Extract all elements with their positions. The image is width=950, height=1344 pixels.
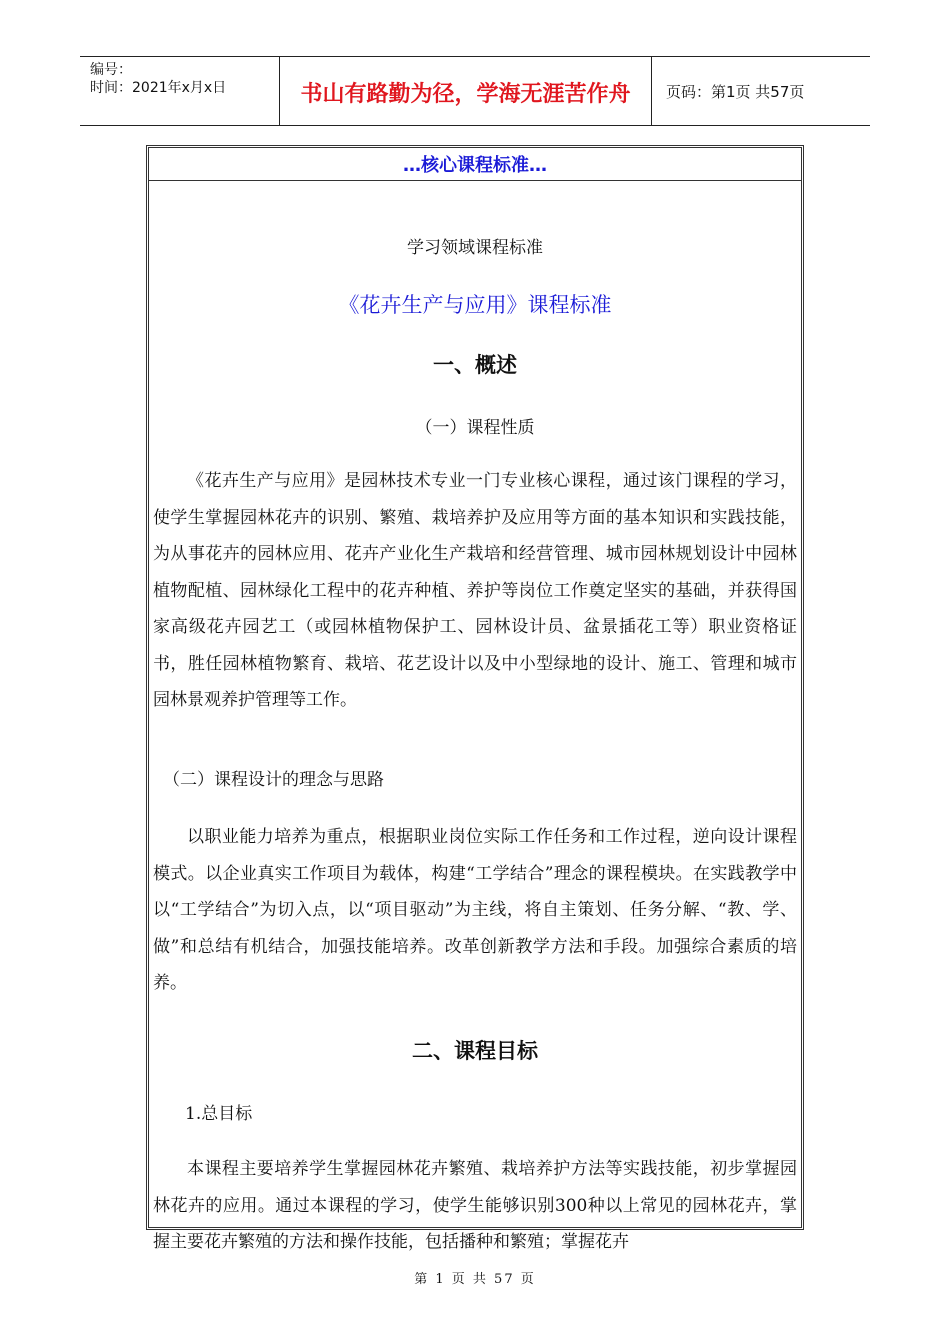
header-motto: 书山有路勤为径，学海无涯苦作舟 [280, 57, 652, 125]
section1-paragraph1: 《花卉生产与应用》是园林技术专业一门专业核心课程，通过该门课程的学习，使学生掌握园林花卉的识别、繁殖、栽培养护及应用等方面的基本知识和实践技能，为从事花卉的园林应用、花卉产业化生产栽培和经营管理、城市园林规划设计中园林植物配植、园林绿化工程中的花卉种植、养护等岗位工作奠定坚实的基础，并获得国家高级花卉园艺工（或园林植物保护工、园林设计员、盆景插花工等）职业资格证书，胜任园林植物繁育、栽培、花艺设计以及中小型绿地的设计、施工、管理和城市园林景观养护管理等工作。 [153, 471, 797, 710]
document-subtitle: 学习领域课程标准 [407, 238, 543, 258]
document-frame [146, 145, 804, 1252]
header-page-info: 页码：第1页 共57页 [666, 82, 805, 101]
header-meta-cell [80, 57, 280, 125]
section1-paragraph2: 以职业能力培养为重点，根据职业岗位实际工作任务和工作过程，逆向设计课程模式。以企业真实工作项目为载体，构建“工学结合”理念的课程模块。在实践教学中以“工学结合”为切入点，以“项目驱动”为主线，将自主策划、任务分解、“教、学、做”和总结有机结合，加强技能培养。改革创新教学方法和手段。加强综合素质的培养。 [153, 827, 797, 993]
section2-paragraph1: 本课程主要培养学生掌握园林花卉繁殖、栽培养护方法等实践技能，初步掌握园林花卉的应用。通过本课程的学习，使学生能够识别300种以上常见的园林花卉，掌握主要花卉繁殖的方法和操作技能，包括播种和繁殖；掌握花卉 [153, 1159, 797, 1252]
section1-sub2: （二）课程设计的理念与思路 [163, 770, 384, 790]
section1-heading: 一、概述 [433, 353, 517, 377]
section1-sub1: （一）课程性质 [415, 418, 535, 438]
document-title: 《花卉生产与应用》课程标准 [338, 293, 612, 317]
section2-sub1: 1.总目标 [185, 1104, 253, 1124]
time-label: 时间：2021年x月x日 [90, 80, 227, 96]
header-table [80, 56, 870, 126]
section2-heading: 二、课程目标 [412, 1039, 538, 1063]
page-footer: 第 1 页 共 57 页 [414, 1272, 536, 1287]
frame-title: …核心课程标准… [149, 148, 801, 181]
number-label: 编号： [90, 62, 132, 78]
